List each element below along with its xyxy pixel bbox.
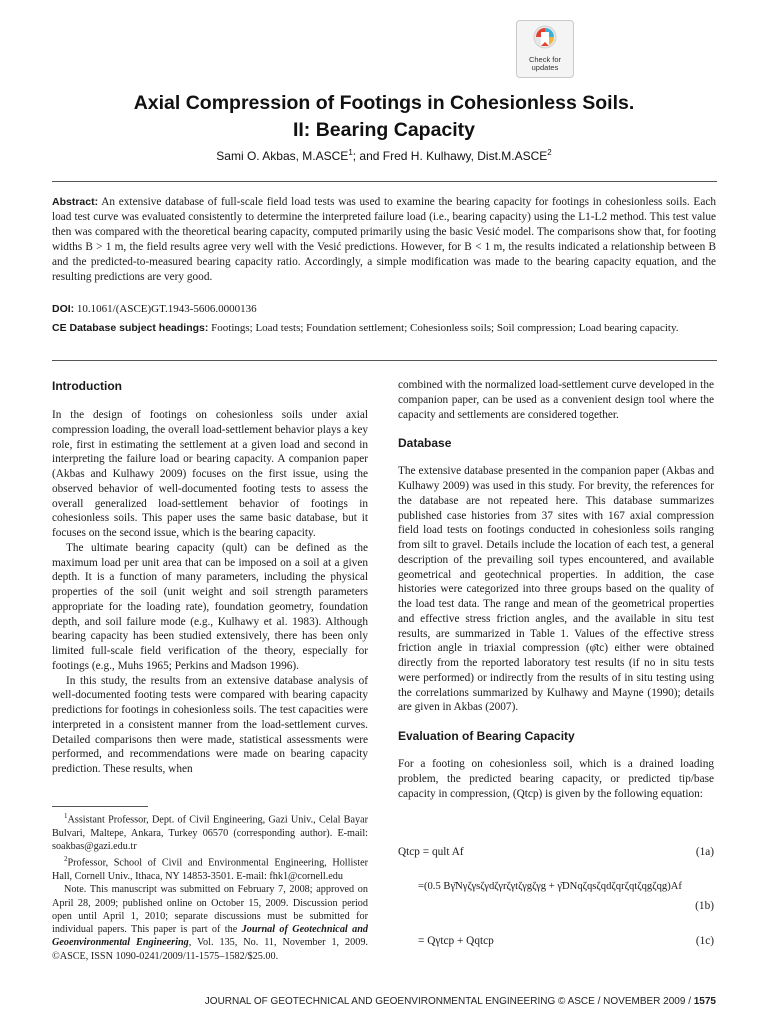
intro-paragraph-1: In the design of footings on cohesionless soils under axial compression loading, the overall load-settlement behavior plays a key role, first in estimating the settlement at a given load and second in interpreting the failure load or bearing capacity. A companion paper (Akbas and Kulhawy 2009) focuses on the first issue, using the observed behavior of well-documented footing tests to assess the overall generalized load-settlement behavior of footings in cohesionless soils. This paper uses the same basic database, but it focuses on the second issue, which is the bearing capacity. <box>52 409 368 539</box>
doi-label: DOI: <box>52 303 75 315</box>
author-1-affil: 1 <box>348 148 353 157</box>
crossmark-icon <box>532 24 558 54</box>
intro-paragraph-3: In this study, the results from an extensive database analysis of well-documented footing tests were compared with bearing capacity predictions for footings in cohesionless soils. The test capacities were interpreted in a consistent manner from the load-settlement curves. Detailed comparisons then were made, statistical assessments were performed, and recommendations were made on bearing capacity prediction. These results, when <box>52 674 368 775</box>
equation-1a-number: (1a) <box>695 846 714 858</box>
equation-1c: = Qγtcp + Qqtcp <box>418 935 494 947</box>
page-number: 1575 <box>693 996 716 1007</box>
doi-value[interactable]: 10.1061/(ASCE)GT.1943-5606.0000136 <box>76 303 257 315</box>
footnote-note-tail: , Vol. 135, No. 11, November 1, 2009. ©ASCE, ISSN 1090-0241/2009/11-1575–1582/$25.00. <box>52 937 368 962</box>
subject-headings-value: Footings; Load tests; Foundation settlement; Cohesionless soils; Soil compression; Load bearing capacity. <box>211 322 679 334</box>
abstract-top-rule <box>52 181 717 182</box>
paper-title <box>0 90 768 144</box>
abstract-text: An extensive database of full-scale field load tests was used to examine the bearing capacity for footings in cohesionless soils. Each load test curve was evaluated consistently to determine the interpreted failure load (i.e., bearing capacity) using the L1-L2 method. This test value then was compared with the theoretical bearing capacity, computed primarily using the basic Vesić model. The comparisons show that, for footing widths B > 1 m, the field results agree very well with the Vesić predictions. However, for B < 1 m, the results indicated a relationship between B and the predicted-to-measured bearing capacity ratio. Accordingly, a simple modification was made to the bearing capacity equation, and the resulting predictions are very good. <box>52 196 716 283</box>
badge-label-line1: Check for <box>528 55 562 64</box>
title-line-2: II: Bearing Capacity <box>292 119 476 141</box>
badge-label-line2: updates <box>531 63 559 72</box>
abstract <box>52 195 716 285</box>
left-column <box>52 378 368 777</box>
database-paragraph: The extensive database presented in the companion paper (Akbas and Kulhawy 2009) was used in this study. For brevity, the references for the database are not repeated here. This database summarizes published case histories from 37 sites with 167 axial compression field load tests on footings conducted in cohesionless soils ranging from silt to gravel. Details include the location of each test, a general description of the prevailing soil types encountered, and available geometrical and geotechnical properties. In addition, the case histories were categorized into three groups based on the quality of the load test data. The range and mean of the geometrical properties and effective stress friction angles, and the available in situ test results, are summarized in Table 1. Values of the effective stress friction angle in triaxial compression (φ̄tc) either were obtained directly from the reported laboratory test results (if no in situ tests were performed) or indirectly from the results of in situ testing using the correlations summarized by Kulhawy and Mayne (1990); details are given in Akbas (2007). <box>398 465 714 714</box>
section-heading-database: Database <box>398 436 452 451</box>
intro-paragraph-2: The ultimate bearing capacity (qult) can be defined as the maximum load per unit area that can be imposed on a soil at a given depth. It is a function of many parameters, including the physical properties of the soil (unit weight and soil strength parameters appropriate for the loading rate), foundation geometry, foundation depth, and soil failure mode (e.g., Kulhawy et al. 1983). Although bearing capacity has been studied extensively, there has been only limited full-scale field verification of the theory, especially for footings (e.g., Muhs 1965; Perkins and Madson 1996). <box>52 541 368 672</box>
footnote-1: Assistant Professor, Dept. of Civil Engineering, Gazi Univ., Celal Bayar Bulvari, Maltepe, Ankara, Turkey 06570 (corresponding author). E-mail: soakbas@gazi.edu.tr <box>52 814 368 852</box>
abstract-bottom-rule <box>52 360 717 361</box>
right-column <box>398 378 714 801</box>
footnote-2-marker: 2 <box>64 855 68 864</box>
subject-headings-label: CE Database subject headings: <box>52 322 209 334</box>
right-paragraph-continued: combined with the normalized load-settlement curve developed in the companion paper, can be used as a convenient design tool where the capacity and settlements are considered together. <box>398 379 714 421</box>
author-2-affil: 2 <box>547 148 552 157</box>
footer-journal: JOURNAL OF GEOTECHNICAL AND GEOENVIRONMENTAL ENGINEERING © ASCE / NOVEMBER 2009 / <box>204 996 694 1007</box>
doi <box>52 303 716 315</box>
equation-1c-number: (1c) <box>695 935 714 947</box>
subject-headings <box>52 321 716 336</box>
check-for-updates-badge[interactable] <box>516 20 574 78</box>
footnotes <box>52 810 368 963</box>
authors <box>0 148 768 163</box>
section-heading-evaluation: Evaluation of Bearing Capacity <box>398 729 575 743</box>
author-separator: ; and Fred H. Kulhawy, Dist.M.ASCE <box>352 149 548 163</box>
author-1: Sami O. Akbas, M.ASCE <box>216 149 349 163</box>
abstract-label: Abstract: <box>52 196 99 208</box>
equation-1a: Qtcp = qult Af <box>398 846 464 858</box>
section-heading-introduction: Introduction <box>52 379 122 393</box>
footnote-note: Note. This manuscript was submitted on February 7, 2008; approved on April 28, 2009; published online on October 15, 2009. Discussion period open until April 1, 2010; separate discussions must be submitted for individual papers. This paper is part of the <box>52 884 368 936</box>
journal-name: Journal of Geotechnical and Geoenvironmental Engineering <box>52 924 368 949</box>
evaluation-paragraph: For a footing on cohesionless soil, which is a drained loading problem, the predicted bearing capacity, or predicted tip/base capacity in compression, (Qtcp) is given by the following equation: <box>398 758 714 800</box>
footnote-rule <box>52 806 148 807</box>
equation-1b: =(0.5 Bγ̄Nγζγsζγdζγrζγtζγgζγg + γ̄DNqζqsζqdζqrζqtζqgζqg)Af <box>418 881 682 892</box>
title-line-1: Axial Compression of Footings in Cohesionless Soils. <box>133 92 635 114</box>
footnote-1-marker: 1 <box>64 812 68 820</box>
footnote-2: Professor, School of Civil and Environmental Engineering, Hollister Hall, Cornell Univ., Ithaca, NY 14853-3501. E-mail: fhk1@cornell.edu <box>52 857 368 882</box>
equation-1b-number: (1b) <box>695 900 714 912</box>
page-footer <box>52 996 716 1007</box>
